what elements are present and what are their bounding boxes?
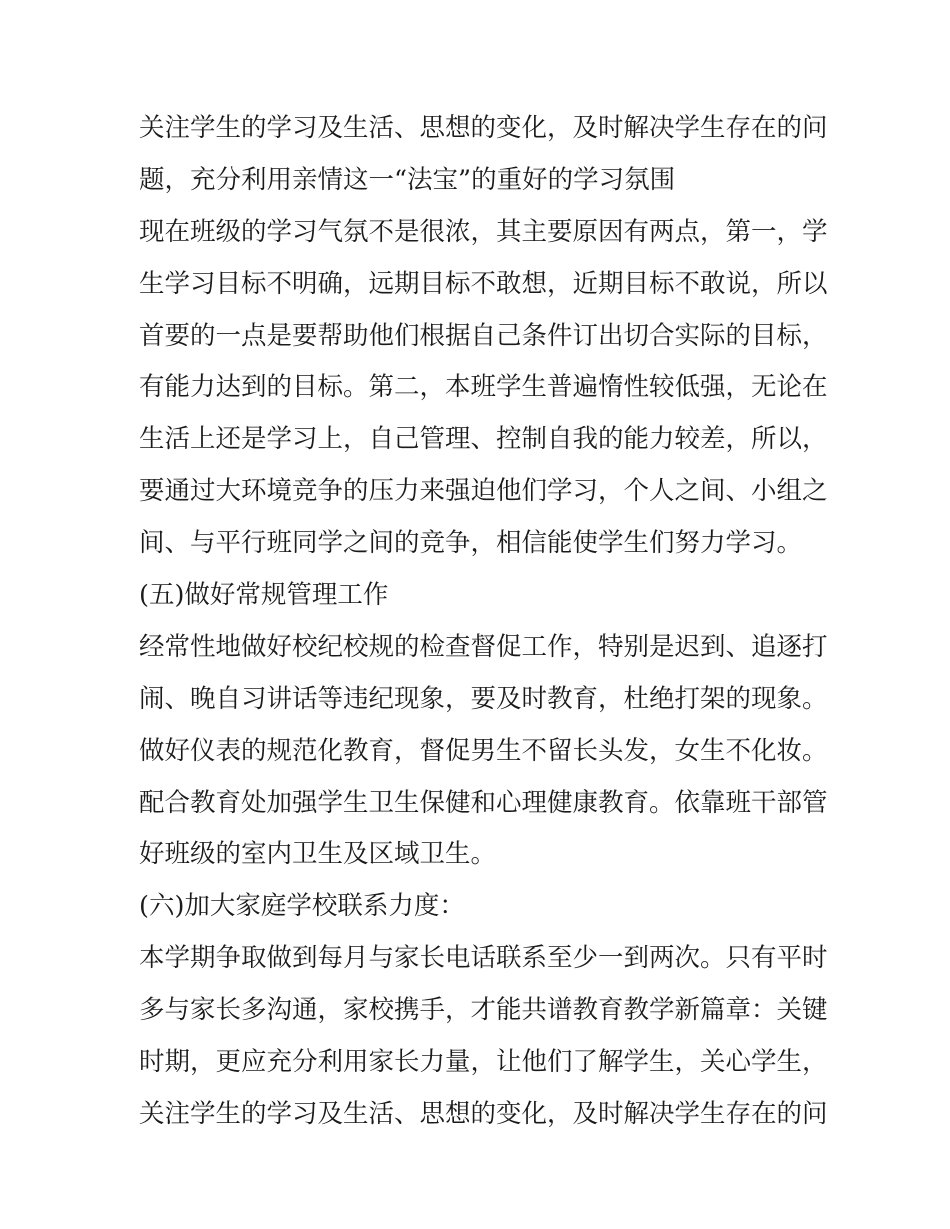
text-line: 间、与平行班同学之间的竞争，相信能使学生们努力学习。 — [139, 528, 803, 559]
text-line: 多与家长多沟通，家校携手，才能共谱教育教学新篇章：关键 — [139, 995, 828, 1026]
section-heading: (六)加大家庭学校联系力度： — [139, 891, 465, 922]
text-line: 题，充分利用亲情这一“法宝”的重好的学习氛围 — [139, 164, 676, 195]
text-line: 好班级的室内卫生及区域卫生。 — [139, 839, 497, 870]
text-line: 做好仪表的规范化教育，督促男生不留长头发，女生不化妆。 — [139, 735, 828, 766]
text-line: 本学期争取做到每月与家长电话联系至少一到两次。只有平时 — [139, 943, 828, 974]
text-line: 配合教育处加强学生卫生保健和心理健康教育。依靠班干部管 — [139, 787, 828, 818]
text-line: 要通过大环境竞争的压力来强迫他们学习，个人之间、小组之 — [139, 476, 828, 507]
text-line: 时期，更应充分利用家长力量，让他们了解学生，关心学生， — [139, 1047, 828, 1078]
section-heading: (五)做好常规管理工作 — [139, 580, 389, 611]
text-line: 有能力达到的目标。第二，本班学生普遍惰性较低强，无论在 — [139, 372, 828, 403]
text-line: 首要的一点是要帮助他们根据自己条件订出切合实际的目标， — [139, 320, 828, 351]
text-line: 经常性地做好校纪校规的检查督促工作，特别是迟到、追逐打 — [139, 631, 828, 662]
document-body — [139, 103, 828, 1141]
text-line: 闹、晚自习讲话等违纪现象，要及时教育，杜绝打架的现象。 — [139, 683, 828, 714]
text-line: 现在班级的学习气氛不是很浓，其主要原因有两点，第一，学 — [139, 216, 828, 247]
text-line: 关注学生的学习及生活、思想的变化，及时解决学生存在的问 — [139, 1098, 828, 1129]
text-line: 生学习目标不明确，远期目标不敢想，近期目标不敢说，所以 — [139, 268, 828, 299]
text-line: 生活上还是学习上，自己管理、控制自我的能力较差，所以， — [139, 424, 828, 455]
text-line: 关注学生的学习及生活、思想的变化，及时解决学生存在的问 — [139, 113, 828, 143]
